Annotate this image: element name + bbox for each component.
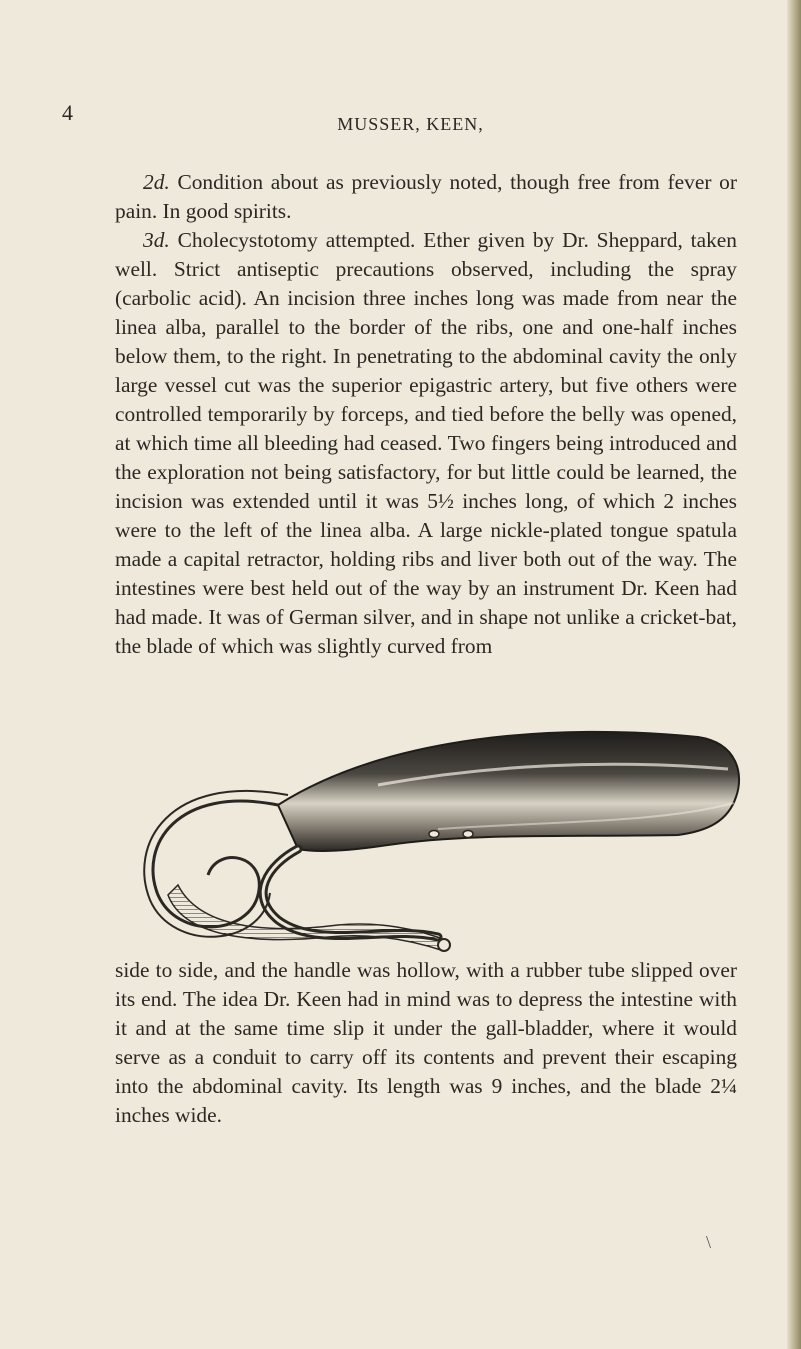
- instrument-illustration: [138, 725, 750, 957]
- stray-mark: \: [706, 1232, 712, 1252]
- paragraph-label: 3d.: [143, 228, 170, 252]
- blade-shape: [278, 732, 739, 851]
- rubber-tube-shape: [153, 801, 278, 927]
- paragraph-continuation: side to side, and the handle was hollow, with a rubber tube slipped over its end. The idea Dr. Keen had in mind was to depress the intestine with it and at the same time slip it under the gall-bladder, where it would serve as a conduit to carry off its contents and prevent their escaping into the abdominal cavity. Its length was 9 inches, and the blade 2¼ inches wide.: [115, 958, 737, 1127]
- paragraph-label: 2d.: [143, 170, 170, 194]
- paragraph-day-2: [115, 168, 737, 226]
- page-edge-shadow: [787, 0, 801, 1349]
- paragraph-text: Condition about as previously noted, though free from fever or pain. In good spirits.: [115, 170, 737, 223]
- page-number: 4: [62, 100, 73, 125]
- running-head: MUSSER, KEEN,: [337, 114, 484, 134]
- body-text-top: [115, 168, 737, 661]
- paragraph-text: Cholecystotomy attempted. Ether given by Dr. Sheppard, taken well. Strict antiseptic precautions observed, including the spray (carbolic acid). An incision three inches long was made from near the linea alba, parallel to the border of the ribs, one and one-half inches below them, to the right. In penetrating to the abdominal cavity the only large vessel cut was the superior epigastric artery, but five others were controlled temporarily by forceps, and tied before the belly was opened, at which time all bleeding had ceased. Two fingers being introduced and the exploration not being satisfactory, for but little could be learned, the incision was extended until it was 5½ inches long, of which 2 inches were to the left of the linea alba. A large nickle-plated tongue spatula made a capital retractor, holding ribs and liver both out of the way. The intestines were best held out of the way by an instrument Dr. Keen had had made. It was of German silver, and in shape not unlike a cricket-bat, the blade of which was slightly curved from: [115, 228, 737, 658]
- body-text-bottom: [115, 956, 737, 1130]
- paragraph-day-3: [115, 226, 737, 661]
